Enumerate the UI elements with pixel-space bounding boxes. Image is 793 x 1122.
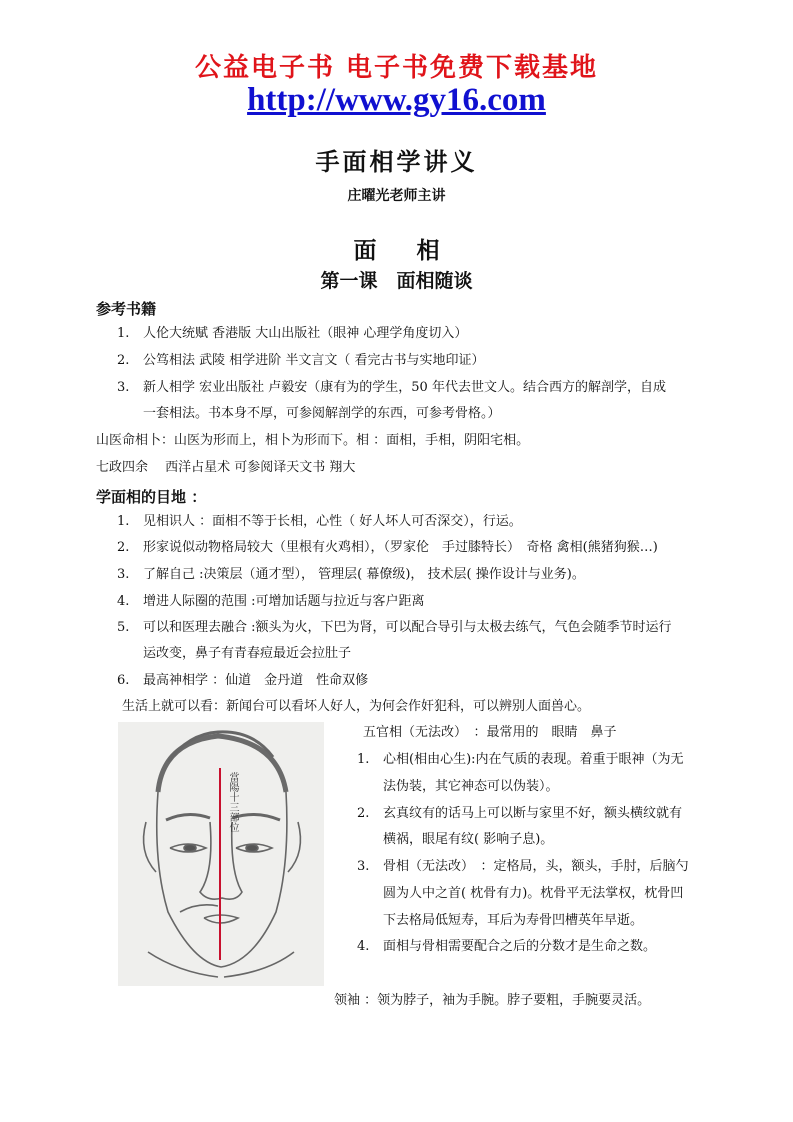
center-line bbox=[219, 768, 221, 960]
purpose-heading: 学面相的目地 ： bbox=[96, 488, 207, 506]
purpose-item-cont: 运改变，鼻子有青春痘最近会拉肚子 bbox=[143, 646, 352, 661]
item-text: 可以和医理去融合 :额头为火，下巴为肾，可以配合导引与太极去练气，气色会随季节时运行 bbox=[143, 620, 672, 635]
reference-item bbox=[117, 353, 485, 369]
life-note: 生活上就可以看：新闻台可以看坏人好人，为何会作奸犯科，可以辨别人面兽心。 bbox=[122, 699, 591, 714]
purpose-item bbox=[117, 567, 585, 583]
lesson-title: 第一课 面相随谈 bbox=[320, 270, 473, 292]
feature-item-cont: 圆为人中之首( 枕骨有力)。枕骨平无法掌权，枕骨凹 bbox=[383, 886, 684, 901]
item-number: 6. bbox=[117, 673, 130, 688]
item-number: 1. bbox=[357, 752, 370, 767]
item-text: 骨相（无法改） ：定格局，头，额头，手肘，后脑勺 bbox=[383, 859, 689, 874]
section-title bbox=[0, 232, 793, 265]
item-text: 人伦大统赋 香港版 大山出版社（眼神 心理学角度切入） bbox=[143, 326, 468, 341]
reference-item bbox=[117, 380, 666, 396]
purpose-item bbox=[117, 594, 425, 610]
item-number: 4. bbox=[357, 939, 370, 954]
collar-note: 领袖 ：领为脖子，袖为手腕。脖子要粗，手腕要灵活。 bbox=[334, 993, 651, 1008]
item-text: 形家说似动物格局较大（里根有火鸡相），（罗家伦 手过膝特长） 奇格 禽相(熊猪狗猴…) bbox=[143, 540, 658, 555]
purpose-item bbox=[117, 673, 368, 689]
feature-item-cont: 下去格局低短寿，耳后为寿骨凹槽英年早逝。 bbox=[383, 913, 644, 928]
note-paragraph: 七政四余 西洋占星术 可参阅译天文书 翔大 bbox=[96, 460, 356, 475]
item-text: 新人相学 宏业出版社 卢毅安（康有为的学生，50 年代去世文人。结合西方的解剖学，自成 bbox=[143, 380, 666, 395]
item-text: 公笃相法 武陵 相学进阶 半文言文（ 看完古书与实地印证） bbox=[143, 353, 485, 368]
features-intro: 五官相（无法改） ：最常用的 眼睛 鼻子 bbox=[363, 725, 617, 740]
item-number: 2. bbox=[357, 806, 370, 821]
item-text: 了解自己 :决策层（通才型）， 管理层( 幕僚级)， 技术层( 操作设计与业务)。 bbox=[143, 567, 585, 582]
site-link[interactable]: http://www.gy16.com bbox=[247, 82, 546, 118]
item-number: 2. bbox=[117, 540, 130, 555]
item-number: 5. bbox=[117, 620, 130, 635]
note-paragraph: 山医命相卜：山医为形而上，相卜为形而下。相 ：面相，手相，阴阳宅相。 bbox=[96, 433, 530, 448]
site-url bbox=[0, 80, 793, 120]
doc-title: 手面相学讲义 bbox=[315, 148, 478, 176]
figure-caption: 當陽十三部位 bbox=[227, 772, 238, 832]
purpose-item bbox=[117, 620, 672, 636]
reference-item-cont: 一套相法。书本身不厚，可参阅解剖学的东西，可参考骨格。） bbox=[143, 406, 501, 421]
feature-item-cont: 横祸，眼尾有纹( 影响子息)。 bbox=[383, 832, 554, 847]
face-diagram-image bbox=[118, 722, 324, 986]
item-text: 最高神相学 ：仙道 金丹道 性命双修 bbox=[143, 673, 369, 688]
purpose-item bbox=[117, 540, 658, 556]
section-title-right: 相 bbox=[416, 238, 440, 264]
site-banner: 公益电子书 电子书免费下载基地 bbox=[194, 53, 599, 83]
item-text: 玄真纹有的话马上可以断与家里不好，额头横纹就有 bbox=[383, 806, 683, 821]
face-sketch-icon bbox=[118, 722, 324, 986]
item-number: 1. bbox=[117, 326, 130, 341]
feature-item bbox=[357, 939, 656, 955]
item-text: 面相与骨相需要配合之后的分数才是生命之数。 bbox=[383, 939, 657, 954]
item-number: 3. bbox=[117, 567, 130, 582]
item-number: 3. bbox=[117, 380, 130, 395]
doc-author: 庄曜光老师主讲 bbox=[347, 188, 446, 204]
feature-item bbox=[357, 806, 682, 822]
feature-item bbox=[357, 752, 684, 768]
item-text: 见相识人 ：面相不等于长相，心性（ 好人坏人可否深交），行运。 bbox=[143, 514, 522, 529]
purpose-item bbox=[117, 514, 522, 530]
item-number: 2. bbox=[117, 353, 130, 368]
references-heading: 参考书籍 bbox=[96, 300, 157, 318]
item-text: 增进人际圈的范围 :可增加话题与拉近与客户距离 bbox=[143, 594, 425, 609]
item-number: 4. bbox=[117, 594, 130, 609]
feature-item-cont: 法伪装，其它神态可以伪装）。 bbox=[383, 779, 559, 794]
item-number: 3. bbox=[357, 859, 370, 874]
section-title-left: 面 bbox=[353, 238, 377, 264]
item-number: 1. bbox=[117, 514, 130, 529]
reference-item bbox=[117, 326, 467, 342]
item-text: 心相(相由心生):内在气质的表现。着重于眼神（为无 bbox=[383, 752, 684, 767]
feature-item bbox=[357, 859, 689, 875]
